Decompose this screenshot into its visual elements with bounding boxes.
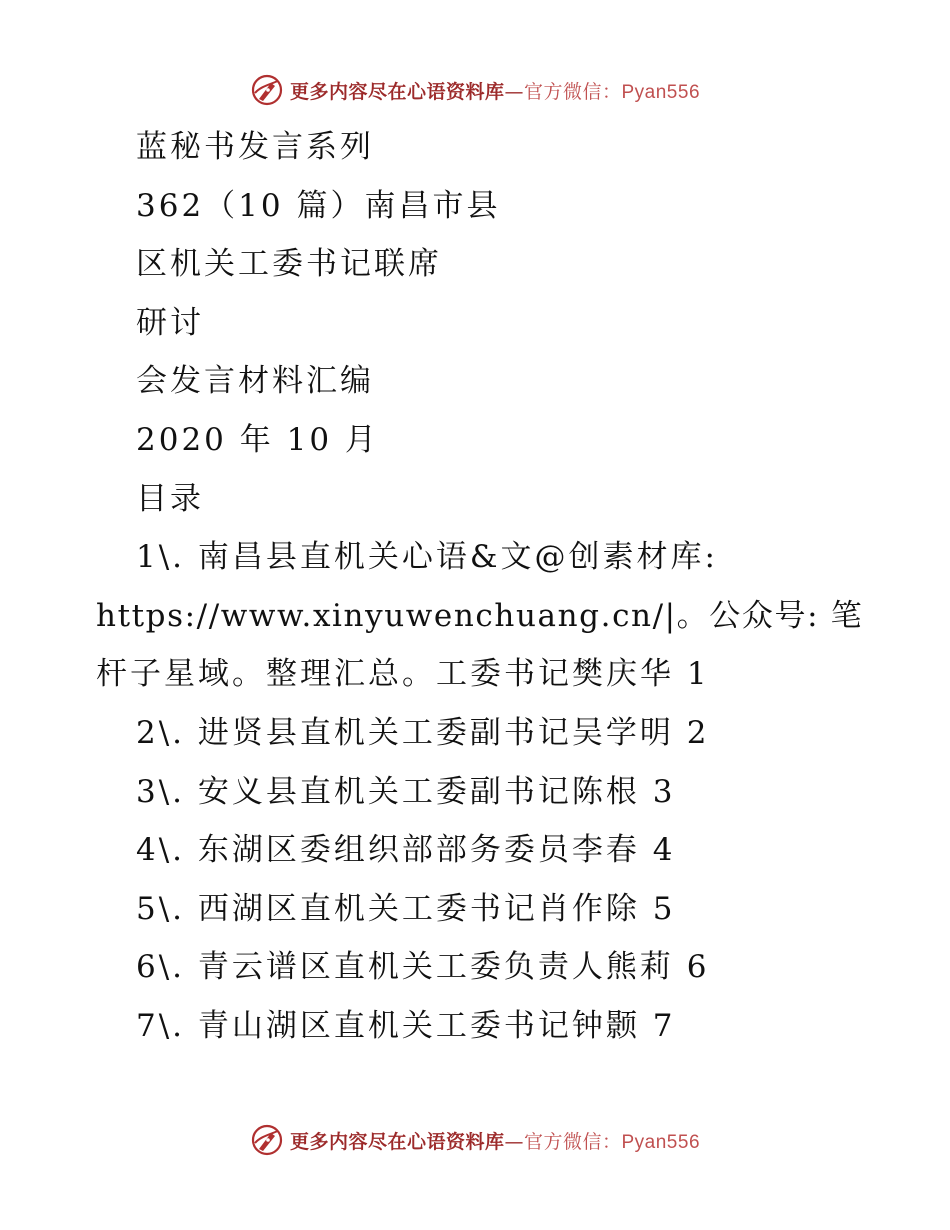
toc-item: 3\. 安义县直机关工委副书记陈根 3 [136, 773, 676, 810]
watermark-wechat-id: Pyan556 [621, 1131, 701, 1153]
toc-item: 5\. 西湖区直机关工委书记肖作除 5 [136, 890, 676, 927]
watermark-text [290, 77, 700, 104]
watermark-wechat-label: 官方微信： [523, 80, 622, 103]
document-body [0, 118, 950, 1056]
doc-title-line-4: 会发言材料汇编 [136, 363, 374, 400]
toc-item: 4\. 东湖区委组织部部务委员李春 4 [136, 832, 676, 869]
toc-item-1-line-1: 1\. 南昌县直机关心语&文@创素材库: [136, 539, 718, 576]
doc-title-line-1: 362（10 篇）南昌市县 [136, 187, 501, 224]
toc-item: 6\. 青云谱区直机关工委负责人熊莉 6 [136, 949, 710, 986]
doc-title-line-3: 研讨 [136, 304, 204, 341]
toc-item-1-line-2: https://www.xinyuwenchuang.cn/|。公众号: 笔 [96, 597, 864, 634]
toc-item: 2\. 进贤县直机关工委副书记吴学明 2 [136, 714, 710, 751]
watermark-wechat-label: 官方微信： [523, 1130, 622, 1153]
pen-nib-logo-icon [250, 1123, 284, 1157]
toc-item-1-line-3: 杆子星域。整理汇总。工委书记樊庆华 1 [96, 656, 710, 693]
footer-watermark [0, 1120, 950, 1160]
toc-heading: 目录 [136, 480, 204, 517]
watermark-site-text: 更多内容尽在心语资料库 [289, 80, 505, 103]
doc-date: 2020 年 10 月 [136, 421, 379, 458]
header-watermark [0, 70, 950, 110]
watermark-dash: — [504, 1130, 524, 1153]
watermark-dash: — [504, 80, 524, 103]
doc-title-line-2: 区机关工委书记联席 [136, 246, 442, 283]
doc-series-title: 蓝秘书发言系列 [136, 129, 374, 165]
watermark-text [290, 1127, 700, 1154]
toc-item: 7\. 青山湖区直机关工委书记钟颢 7 [136, 1007, 676, 1044]
pen-nib-logo-icon [250, 73, 284, 107]
watermark-site-text: 更多内容尽在心语资料库 [289, 1130, 505, 1153]
watermark-wechat-id: Pyan556 [621, 81, 701, 103]
